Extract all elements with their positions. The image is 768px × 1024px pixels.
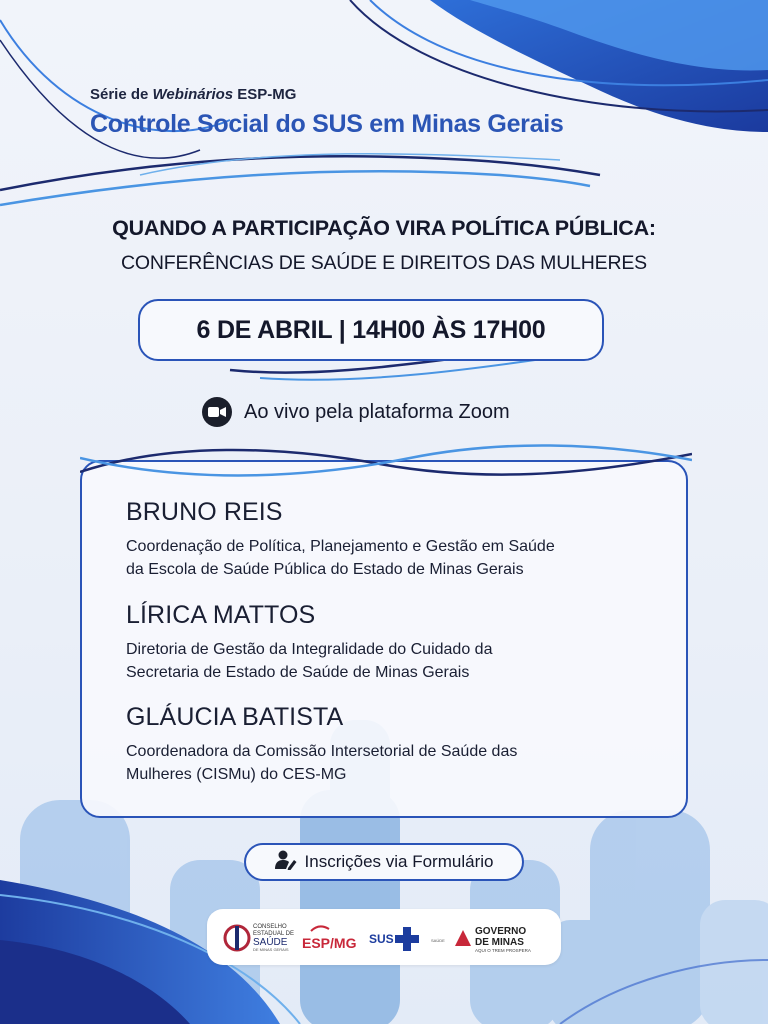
- logos-bar: [207, 909, 561, 965]
- speaker-role-line: Coordenação de Política, Planejamento e Gestão em Saúde: [126, 538, 555, 555]
- speaker-role-line: Diretoria de Gestão da Integralidade do Cuidado da: [126, 641, 493, 658]
- registration-label: Inscrições via Formulário: [304, 852, 494, 871]
- ces-line4: DE MINAS GERAIS: [253, 947, 289, 952]
- series-suffix: ESP-MG: [237, 86, 297, 103]
- speaker-3: [126, 703, 666, 786]
- speaker-role-line: Mulheres (CISMu) do CES-MG: [126, 766, 347, 783]
- speaker-name: LÍRICA MATTOS: [126, 601, 316, 629]
- esp-logo: ESP/MG: [302, 935, 357, 951]
- ces-logo-icon: [225, 926, 249, 950]
- esp-logo-icon: [311, 926, 329, 931]
- gov-line1: GOVERNO: [475, 926, 527, 937]
- user-edit-icon: [275, 850, 297, 875]
- speaker-role-line: da Escola de Saúde Pública do Estado de Minas Gerais: [126, 561, 524, 578]
- ces-line3: SAÚDE: [253, 937, 288, 948]
- speaker-name: BRUNO REIS: [126, 498, 283, 526]
- partner-logos: [207, 909, 561, 965]
- page-title: Controle Social do SUS em Minas Gerais: [90, 110, 564, 138]
- minas-triangle-icon: [455, 930, 471, 946]
- platform-text: Ao vivo pela plataforma Zoom: [244, 400, 510, 423]
- ces-line1: CONSELHO: [253, 924, 287, 930]
- speaker-role: [126, 740, 666, 786]
- speakers-box: [80, 460, 688, 818]
- speaker-role-line: Coordenadora da Comissão Intersetorial de Saúde das: [126, 743, 518, 760]
- series-prefix: Série de: [90, 86, 149, 103]
- gov-line2: DE MINAS: [475, 937, 524, 948]
- headline: QUANDO A PARTICIPAÇÃO VIRA POLÍTICA PÚBLICA:: [112, 216, 656, 240]
- sus-cross-icon: [395, 927, 419, 951]
- gov-line3: AQUI O TREM PROSPERA: [475, 948, 531, 953]
- speaker-name: GLÁUCIA BATISTA: [126, 703, 344, 731]
- speaker-role: [126, 638, 666, 684]
- subheadline: CONFERÊNCIAS DE SAÚDE E DIREITOS DAS MULHERES: [121, 252, 647, 274]
- saude-label: SAÚDE: [431, 938, 445, 943]
- speaker-2: [126, 601, 666, 684]
- video-camera-icon: [202, 397, 232, 427]
- date-time: 6 DE ABRIL | 14H00 ÀS 17H00: [196, 315, 546, 344]
- speaker-role-line: Secretaria de Estado de Saúde de Minas Gerais: [126, 664, 470, 681]
- speaker-1: [126, 498, 666, 581]
- series-label: [90, 86, 296, 103]
- wave-decoration: [80, 436, 692, 496]
- platform-row: [202, 396, 510, 428]
- ces-line2: ESTADUAL DE: [253, 931, 295, 937]
- date-time-box: [138, 299, 604, 361]
- sus-logo: SUS: [369, 932, 394, 946]
- registration-button[interactable]: [244, 843, 524, 881]
- speaker-role: [126, 535, 666, 581]
- series-italic: Webinários: [152, 86, 234, 103]
